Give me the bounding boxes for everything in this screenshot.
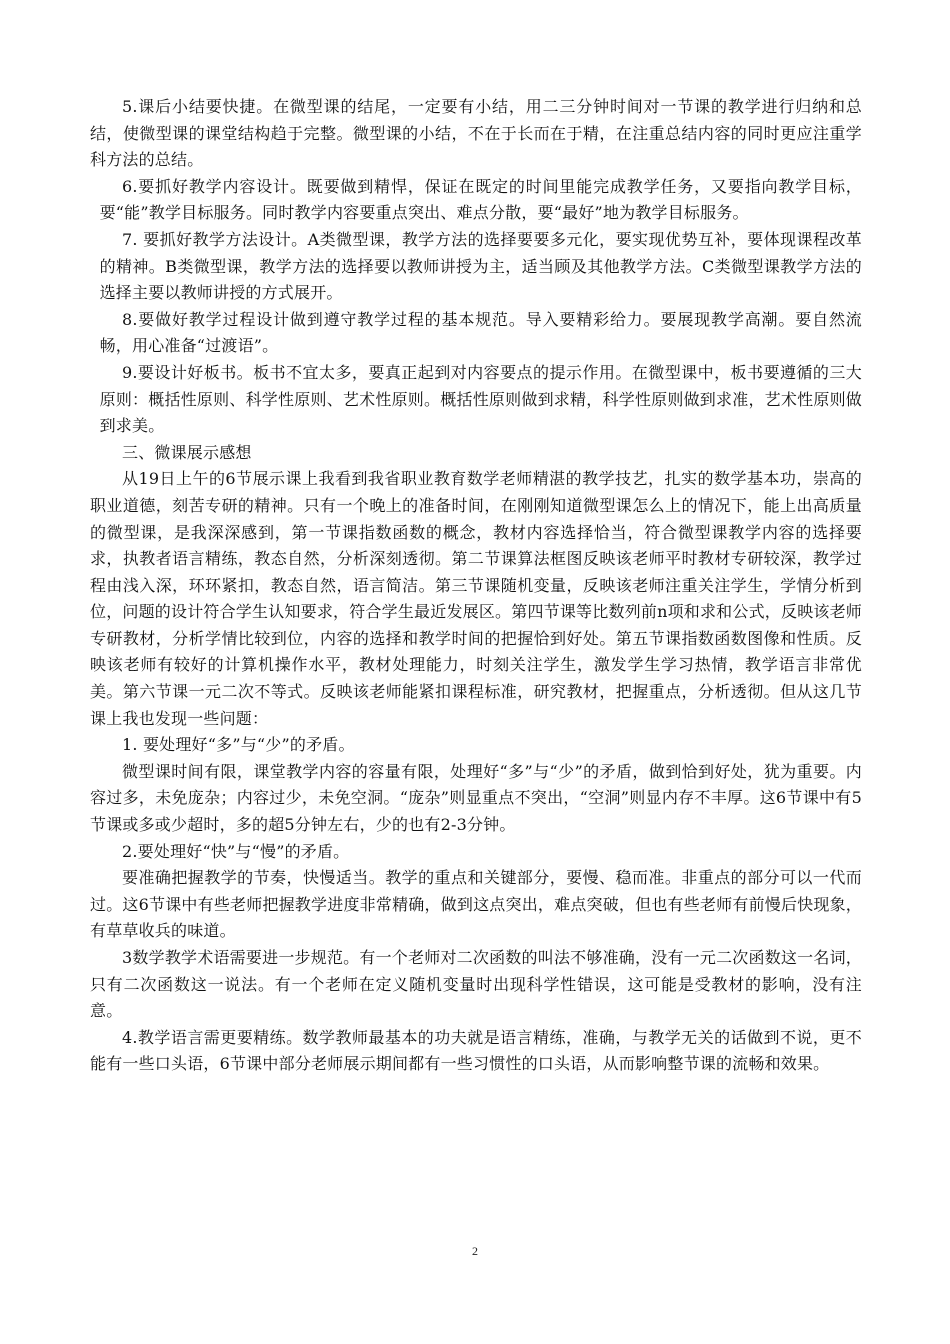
document-body — [90, 94, 862, 1078]
paragraph-process-design: 8.要做好教学过程设计做到遵守教学过程的基本规范。导入要精彩给力。要展现教学高潮。要自然流畅，用心准备“过渡语”。 — [99, 309, 862, 356]
paragraph-issue-3: 3数学教学术语需要进一步规范。有一个老师对二次函数的叫法不够准确，没有一元二次函数这一名词，只有二次函数这一说法。有一个老师在定义随机变量时出现科学性错误，这可能是受教材的影响，没有注意。 — [90, 948, 862, 1021]
section-heading: 三、微课展示感想 — [122, 442, 252, 462]
page-number: 2 — [472, 1244, 478, 1258]
paragraph-blackboard-design: 9.要设计好板书。板书不宜太多，要真正起到对内容要点的提示作用。在微型课中，板书要遵循的三大原则：概括性原则、科学性原则、艺术性原则。概括性原则做到求精，科学性原则做到求准，艺术性原则做到求美。 — [99, 362, 862, 436]
issue-heading-2: 2.要处理好“快”与“慢”的矛盾。 — [122, 841, 350, 861]
paragraph-method-design: 7. 要抓好教学方法设计。A类微型课，教学方法的选择要要多元化，要实现优势互补，要体现课程改革的精神。B类微型课，教学方法的选择要以教师讲授为主，适当顾及其他教学方法。C类微型课教学方法的选择主要以教师讲授的方式展开。 — [99, 229, 862, 303]
paragraph-content-design: 6.要抓好教学内容设计。既要做到精悍，保证在既定的时间里能完成教学任务，又要指向教学目标，要“能”教学目标服务。同时教学内容要重点突出、难点分散，要“最好”地为教学目标服务。 — [99, 176, 862, 223]
paragraph-issue-4: 4.教学语言需更要精练。数学教师最基本的功夫就是语言精练，准确，与教学无关的话做到不说，更不能有一些口头语，6节课中部分老师展示期间都有一些习惯性的口头语，从而影响整节课的流畅和效果。 — [90, 1027, 862, 1074]
paragraph-issue-2: 要准确把握教学的节奏，快慢适当。教学的重点和关键部分，要慢、稳而准。非重点的部分可以一代而过。这6节课中有些老师把握教学进度非常精确，做到这点突出，难点突破，但也有些老师有前慢后快现象，有草草收兵的味道。 — [90, 868, 862, 941]
paragraph-showcase-reflection: 从19日上午的6节展示课上我看到我省职业教育数学老师精湛的教学技艺，扎实的数学基本功，崇高的职业道德，刻苦专研的精神。只有一个晚上的准备时间，在刚刚知道微型课怎么上的情况下，能上出高质量的微型课，是我深深感到，第一节课指数函数的概念，教材内容选择恰当，符合微型课教学内容的选择要求，执教者语言精练，教态自然，分析深刻透彻。第二节课算法框图反映该老师平时教材专研较深，教学过程由浅入深，环环紧扣，教态自然，语言简洁。第三节课随机变量，反映该老师注重关注学生，学情分析到位，问题的设计符合学生认知要求，符合学生最近发展区。第四节课等比数列前n项和求和公式，反映该老师专研教材，分析学情比较到位，内容的选择和教学时间的把握恰到好处。第五节课指数函数图像和性质。反映该老师有较好的计算机操作水平，教材处理能力，时刻关注学生，激发学生学习热情，教学语言非常优美。第六节课一元二次不等式。反映该老师能紧扣课程标准，研究教材，把握重点，分析透彻。但从这几节课上我也发现一些问题： — [90, 469, 862, 728]
paragraph-issue-1: 微型课时间有限，课堂教学内容的容量有限，处理好“多”与“少”的矛盾，做到恰到好处，犹为重要。内容过多，未免庞杂；内容过少，未免空洞。“庞杂”则显重点不突出，“空洞”则显内存不丰厚。这6节课中有5节课或多或少超时，多的超5分钟左右，少的也有2-3分钟。 — [90, 761, 862, 835]
issue-heading-1: 1. 要处理好“多”与“少”的矛盾。 — [122, 735, 355, 755]
paragraph-summary-tip: 5.课后小结要快捷。在微型课的结尾，一定要有小结，用二三分钟时间对一节课的教学进行归纳和总结，使微型课的课堂结构趋于完整。微型课的小结，不在于长而在于精，在注重总结内容的同时更应注重学科方法的总结。 — [90, 97, 862, 170]
